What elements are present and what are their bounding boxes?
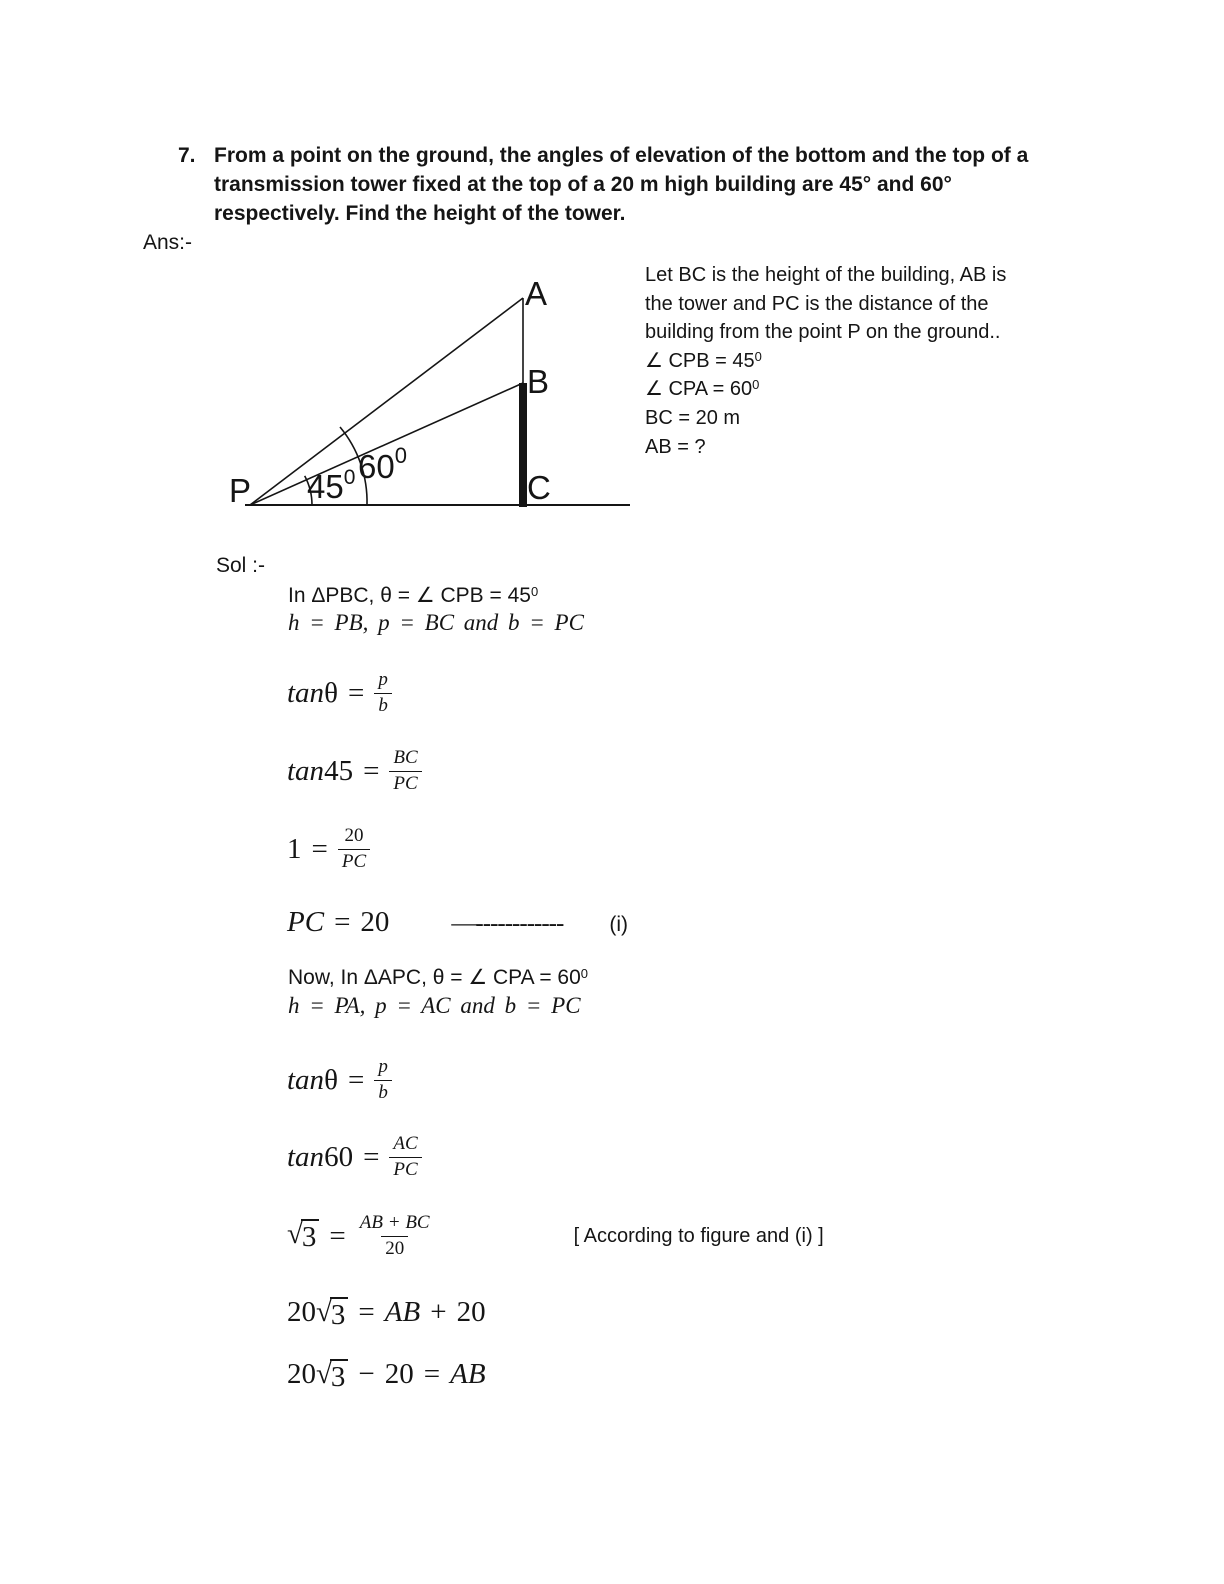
solution-label: Sol :- [216,554,266,577]
eq8-rhs-ab: AB [384,1296,421,1328]
info-bc-value: BC = 20 m [645,406,741,429]
eq8-radicand: 3 [330,1297,349,1330]
info-angle-cpb-text: ∠ CPB = 45 [645,349,755,372]
step2-intro-text: Now, In ΔAPC, θ = ∠ CPA = 60 [288,966,581,989]
eq6-group [287,1141,353,1174]
eq6-denominator: PC [389,1157,421,1182]
eq9-minus: − [358,1358,375,1390]
eq9-rhs-ab: AB [450,1358,486,1390]
eq5-tan: tan [287,1063,325,1096]
eq5-group [287,1064,338,1097]
eq3-lhs: 1 [287,832,302,865]
problem-text [214,141,1028,228]
equation-one [287,821,370,877]
eq8-plus: + [430,1296,447,1328]
info-line-3: building from the point P on the ground.. [645,321,1001,344]
eq9-equals: = [423,1358,441,1390]
problem-line-1: From a point on the ground, the angles of elevation of the bottom and the top of a [214,144,1029,167]
step1-intro-text: In ΔPBC, θ = ∠ CPB = 45 [288,584,531,607]
info-angle-cpa-text: ∠ CPA = 60 [645,378,753,401]
eq9-group [287,1358,348,1392]
eq9-radicand: 3 [330,1359,349,1392]
eq3-denominator: PC [338,849,370,874]
eq1-equals: = [347,676,365,709]
eq7-fraction [356,1212,434,1261]
eq2-fraction [389,747,421,796]
eq1-denominator: b [374,693,392,718]
eq1-group [287,677,338,710]
eq2-denominator: PC [389,771,421,796]
eq1-numerator: p [378,668,388,690]
eq7-equals: = [329,1219,346,1252]
eq4-equals: = [334,906,351,938]
point-label-p: P [229,472,252,509]
eq8-coefficient: 20 [287,1296,316,1328]
equation-sqrt3 [287,1208,824,1264]
eq3-equals: = [311,832,328,865]
eq3-numerator: 20 [344,824,364,846]
eq7-radicand: 3 [301,1219,320,1252]
eq8-rhs-20: 20 [456,1296,486,1328]
equation-tan-theta-1 [287,665,392,721]
eq4-dash-line: —------------ [451,910,564,937]
equation-tan-60 [287,1129,422,1185]
eq4-lhs: PC [287,906,325,938]
angle-label-60 [358,443,407,485]
equation-tan-theta-2 [287,1052,392,1108]
eq2-angle: 45 [324,754,354,787]
eq4-reference-tag: (i) [609,913,628,936]
eq6-equals: = [363,1140,380,1173]
equation-result-1 [287,1296,486,1330]
radical-sign: √ [316,1296,332,1328]
elevation-diagram [225,272,637,522]
problem-number: 7. [178,144,196,167]
angle-45-sup: 0 [343,466,356,489]
eq8-sqrt [316,1297,348,1330]
step1-intro-sup: 0 [530,584,539,599]
eq9-coefficient: 20 [287,1358,316,1390]
problem-line-3: respectively. Find the height of the tower. [214,202,626,225]
eq5-numerator: p [378,1055,388,1077]
eq8-equals: = [358,1296,375,1328]
equation-pc-20 [287,906,628,939]
eq7-justification-note: [ According to figure and (i) ] [573,1224,824,1247]
step1-intro [288,583,538,608]
angle-label-45 [307,466,355,505]
step2-intro [288,965,588,990]
step1-variables: h = PB, p = BC and b = PC [288,610,584,635]
eq5-theta: θ [324,1063,338,1096]
problem-line-2: transmission tower fixed at the top of a 20 m high building are 45° and 60° [214,173,952,196]
point-label-a: A [525,275,548,312]
radical-sign: √ [287,1218,303,1251]
eq2-tan: tan [287,754,325,787]
eq4-rhs: 20 [360,906,390,938]
info-line-1: Let BC is the height of the building, AB is [645,264,1007,286]
angle-60-sup: 0 [394,443,407,468]
step2-intro-sup: 0 [580,966,589,981]
eq5-equals: = [347,1063,365,1096]
eq9-sqrt [316,1359,348,1392]
point-label-b: B [527,363,550,400]
eq7-denominator: 20 [381,1236,408,1261]
eq6-tan: tan [287,1140,325,1173]
step2-variables: h = PA, p = AC and b = PC [288,993,581,1018]
eq2-group [287,755,353,788]
eq2-equals: = [363,754,380,787]
eq6-fraction [389,1133,421,1182]
problem-statement [178,141,1028,228]
eq1-fraction [374,669,392,718]
equation-tan-45 [287,743,422,799]
eq3-fraction [338,825,370,874]
given-info-block [645,261,1006,461]
info-ab-question: AB = ? [645,435,706,458]
eq1-theta: θ [324,676,338,709]
eq1-tan: tan [287,676,325,709]
angle-60-value: 60 [358,448,395,485]
eq7-sqrt [287,1219,319,1252]
point-label-c: C [527,469,551,506]
angle-45-value: 45 [307,468,344,505]
equation-result-2 [287,1358,486,1392]
eq2-numerator: BC [393,746,418,768]
info-angle-cpa [645,375,1006,404]
info-angle-cpb-sup: 0 [754,348,762,364]
eq6-numerator: AC [393,1132,418,1154]
eq6-angle: 60 [324,1140,354,1173]
radical-sign: √ [316,1358,332,1390]
eq8-group [287,1296,348,1330]
answer-label: Ans:- [143,231,193,254]
eq9-mid-20: 20 [384,1358,414,1390]
eq7-numerator: AB + BC [359,1211,430,1233]
info-line-2: the tower and PC is the distance of the [645,292,989,315]
info-angle-cpb [645,347,1006,376]
eq5-denominator: b [374,1080,392,1105]
info-angle-cpa-sup: 0 [752,377,760,393]
eq5-fraction [374,1056,392,1105]
